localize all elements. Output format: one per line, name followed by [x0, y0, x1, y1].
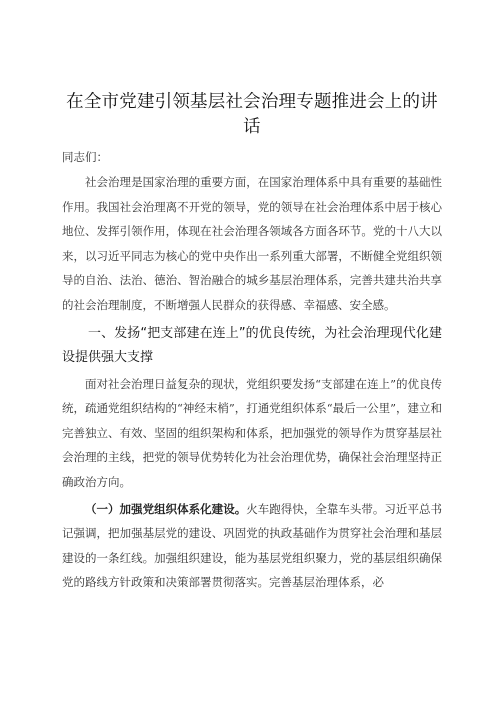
subsection-text: 火车跑得快，全靠车头带。习近平总书记强调，把加强基层党的建设、巩固党的执政基础作为贯穿社会治理和基层建设的一条红线。加强组织建设，能为基层党组织聚力，党的基层组织确保党的路线方针政策和决策部署贯彻落实。完善基层治理体系，必: [62, 501, 442, 590]
intro-paragraph: 社会治理是国家治理的重要方面，在国家治理体系中具有重要的基础性作用。我国社会治理离不开党的领导，党的领导在社会治理体系中居于核心地位、发挥引领作用，体现在社会治理各领域各方面各环节。党的十八大以来，以习近平同志为核心的党中央作出一系列重大部署，不断健全党组织领导的自治、法治、德治、智治融合的城乡基层治理体系，完善共建共治共享的社会治理制度，不断增强人民群众的获得感、幸福感、安全感。: [62, 175, 442, 312]
salutation: 同志们：: [62, 150, 108, 164]
subsection-paragraph: [62, 497, 442, 595]
document-title: 在全市党建引领基层社会治理专题推进会上的讲话: [66, 92, 438, 137]
section-heading-1: 一、发扬“把支部建在连上”的优良传统，为社会治理现代化建设提供强大支撑: [62, 325, 442, 365]
section-1-paragraph: 面对社会治理日益复杂的现状，党组织要发扬“支部建在连上”的优良传统，疏通党组织结构的“神经末梢”，打通党组织体系“最后一公里”，建立和完善独立、有效、坚固的组织架构和体系，把加强党的领导作为贯穿基层社会治理的主线，把党的领导优势转化为社会治理优势，确保社会治理坚持正确政治方向。: [62, 376, 443, 489]
subsection-heading: （一）加强党组织体系化建设。: [85, 501, 247, 516]
